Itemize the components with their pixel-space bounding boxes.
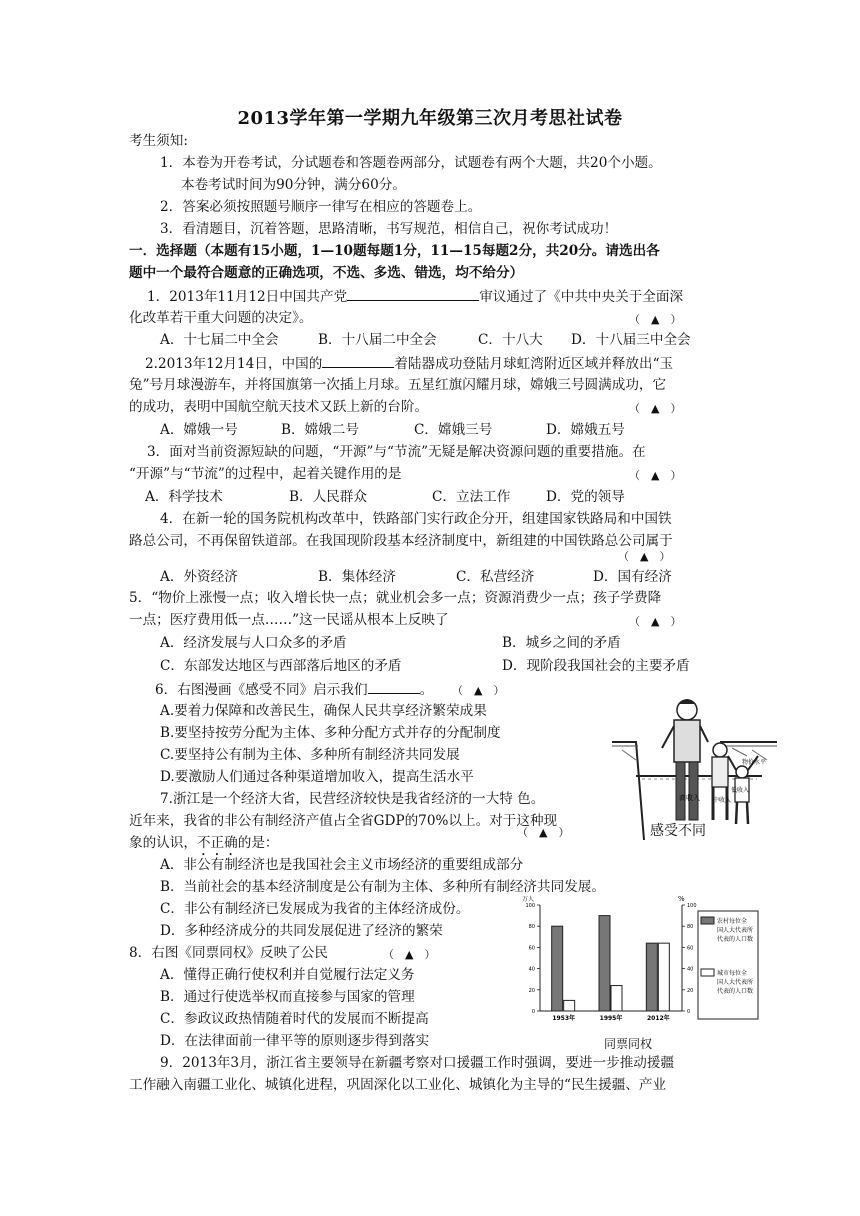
q6-stem-b: 。 (419, 682, 434, 698)
q1-stem-line1 (147, 286, 683, 307)
chart-y-tick-label-right: 40 (687, 966, 694, 973)
q7-answer-mark: （ ▲ ） (517, 826, 570, 839)
chart-y-tick-label: 60 (528, 945, 535, 952)
q2-stem-line2: 兔”号月球漫游车，并将国旗第一次插上月球。五星红旗闪耀月球，嫦娥三号圆满成功，它 (129, 377, 667, 393)
chart-bar (599, 916, 610, 1011)
chart-right-unit: % (678, 895, 685, 903)
cartoon-figure (612, 690, 777, 840)
q3-option-c: C．立法工作 (432, 489, 511, 505)
chart-y-tick-label: 20 (528, 987, 535, 994)
q3-stem-line1: 3．面对当前资源短缺的问题，“开源”与“节流”无疑是解决资源问题的重要措施。在 (147, 444, 646, 460)
chart-legend (698, 911, 758, 1019)
chart-y-tick-label-right: 60 (687, 945, 694, 952)
cartoon-label-mid: 中收入 (713, 797, 732, 804)
chart-x-tick-label: 2012年 (646, 1015, 670, 1022)
section-heading-line1: 一．选择题（本题有15小题，1—10题每题1分，11—15每题2分，共20分。请选出各 (129, 243, 660, 259)
q8-option-a: A．懂得正确行使权利并自觉履行法定义务 (160, 967, 415, 983)
chart-legend-swatch (701, 917, 714, 924)
chart-x-tick-label: 1995年 (599, 1015, 623, 1022)
q3-option-b: B．人民群众 (289, 489, 367, 505)
cartoon-label-water: 物价水平 (742, 759, 767, 766)
notice-item-1: 1．本卷为开卷考试，分试题卷和答题卷两部分，试题卷有两个大题，共20个小题。 (160, 155, 662, 171)
q8-option-c: C．参政议政热情随着时代的发展而不断提高 (160, 1011, 429, 1027)
q4-answer-mark: （ ▲ ） (618, 550, 671, 563)
chart-bar (611, 986, 622, 1011)
chart-legend-label: 城市每位全 (717, 970, 748, 977)
chart-bar (646, 943, 657, 1011)
q2-stem-line3: 的成功，表明中国航空航天技术又跃上新的台阶。 (129, 399, 429, 415)
q4-option-d: D．国有经济 (593, 569, 672, 585)
chart-plot-area (525, 903, 696, 1022)
chart-y-tick-label: 100 (525, 903, 535, 909)
q6-answer-mark: （ ▲ ） (452, 684, 505, 697)
q3-option-d: D．党的领导 (546, 489, 625, 505)
q7-stem-line1: 7.浙江是一个经济大省，民营经济较快是我省经济的一大特 色。 (160, 791, 545, 807)
q6-stem-line1 (155, 679, 433, 700)
q6-option-b: B.要坚持按劳分配为主体、多种分配方式并存的分配制度 (160, 725, 501, 741)
q7-option-c: C．非公有制经济已发展成为我省的主体经济成份。 (160, 901, 470, 917)
q2-blank (322, 353, 394, 368)
chart-left-unit: 万人 (522, 896, 535, 903)
q6-option-d: D.要激励人们通过各种渠道增加收入，提高生活水平 (160, 769, 474, 785)
q1-stem-a: 1．2013年11月12日中国共产党 (147, 289, 348, 305)
q6-option-a: A.要着力保障和改善民生，确保人民共享经济繁荣成果 (160, 703, 487, 719)
q4-stem-line2: 路总公司，不再保留铁道部。在我国现阶段基本经济制度中，新组建的中国铁路总公司属于 (129, 533, 673, 549)
q3-option-a: A．科学技术 (145, 489, 223, 505)
chart-y-tick-label-right: 20 (687, 987, 694, 994)
chart-y-tick-label-right: 100 (687, 903, 697, 909)
chart-legend-label: 农村每位全 (717, 918, 748, 925)
chart-legend-label: 国人大代表所 (717, 979, 754, 986)
q7-stem-c: 的是： (237, 835, 279, 851)
q8-option-d: D．在法律面前一律平等的原则逐步得到落实 (160, 1033, 430, 1049)
chart-legend-label: 代表的人口数 (717, 988, 754, 995)
chart-y-tick-label: 40 (528, 966, 535, 973)
q1-answer-mark: （ ▲ ） (629, 313, 682, 326)
q5-stem-line2: 一点；医疗费用低一点……”这一民谣从根本上反映了 (129, 612, 449, 628)
q7-stem-line2: 近年来，我省的非公有制经济产值占全省GDP的70%以上。对于这种现 (129, 813, 558, 829)
q1-option-c: C．十八大 (478, 332, 543, 348)
q7-option-a: A．非公有制经济也是我国社会主义市场经济的重要组成部分 (160, 857, 524, 873)
chart-bar (552, 926, 563, 1011)
q2-stem-b: 着陆器成功登陆月球虹湾附近区域并释放出“玉 (394, 356, 674, 372)
notice-item-2: 2．答案必须按照题号顺序一律写在相应的答题卷上。 (160, 199, 482, 215)
q1-option-b: B．十八届二中全会 (318, 332, 437, 348)
q7-option-b: B．当前社会的基本经济制度是公有制为主体、多种所有制经济共同发展。 (160, 879, 605, 895)
q5-answer-mark: （ ▲ ） (629, 615, 682, 628)
notice-heading: 考生须知: (129, 133, 188, 149)
q8-answer-mark: （ ▲ ） (383, 948, 436, 961)
q5-option-c: C．东部发达地区与西部落后地区的矛盾 (160, 658, 402, 674)
q5-option-d: D．现阶段我国社会的主要矛盾 (502, 658, 690, 674)
q8-option-b: B．通过行使选举权而直接参与国家的管理 (160, 989, 415, 1005)
bar-chart (520, 893, 760, 1033)
q2-stem-a: 2.2013年12月14日，中国的 (145, 356, 323, 372)
chart-y-tick-label-right: 0 (687, 1009, 691, 1015)
q7-option-d: D．多种经济成分的共同发展促进了经济的繁荣 (160, 923, 443, 939)
notice-item-1-cont: 本卷考试时间为90分钟，满分60分。 (181, 177, 406, 193)
q3-answer-mark: （ ▲ ） (629, 469, 682, 482)
q4-option-b: B．集体经济 (318, 569, 396, 585)
q4-option-c: C．私营经济 (456, 569, 535, 585)
chart-y-tick-label-right: 80 (687, 924, 694, 931)
q2-answer-mark: （ ▲ ） (629, 402, 682, 415)
chart-legend-swatch (701, 969, 714, 976)
q1-blank (347, 286, 479, 301)
q2-stem-line1 (145, 353, 673, 374)
q7-stem-a: 象的认识， (129, 835, 197, 851)
q3-stem-line2: “开源”与“节流”的过程中，起着关键作用的是 (129, 466, 402, 482)
q5-stem-line1: 5．“物价上涨慢一点；收入增长快一点；就业机会多一点；资源消费少一点；孩子学费降 (129, 590, 662, 606)
q2-option-b: B．嫦娥二号 (281, 422, 359, 438)
q1-option-a: A．十七届二中全会 (160, 332, 279, 348)
q6-blank (368, 679, 420, 694)
q4-stem-line1: 4．在新一轮的国务院机构改革中，铁路部门实行政企分开，组建国家铁路局和中国铁 (160, 511, 672, 527)
exam-title: 2013学年第一学期九年级第三次月考思社试卷 (237, 108, 623, 129)
q9-stem-line2: 工作融入南疆工业化、城镇化进程，巩固深化以工业化、城镇化为主导的“民生援疆、产业 (129, 1077, 667, 1093)
q2-option-c: C．嫦娥三号 (414, 422, 493, 438)
chart-bar (658, 943, 669, 1011)
q4-option-a: A．外资经济 (160, 569, 238, 585)
chart-x-tick-label: 1953年 (552, 1015, 576, 1022)
chart-legend-label: 国人大代表所 (717, 927, 754, 934)
cartoon-label-low: 低收入 (731, 787, 750, 794)
q5-option-b: B．城乡之间的矛盾 (502, 635, 621, 651)
section-heading-line2: 题中一个最符合题意的正确选项，不选、多选、错选，均不给分） (129, 265, 524, 281)
q5-option-a: A．经济发展与人口众多的矛盾 (160, 635, 347, 651)
chart-title: 同票同权 (604, 1037, 653, 1051)
q1-stem-b: 审议通过了《中共中央关于全面深 (479, 289, 684, 305)
q1-option-d: D．十八届三中全会 (571, 332, 691, 348)
chart-legend-label: 代表的人口数 (717, 936, 754, 943)
q9-stem-line1: 9．2013年3月，浙江省主要领导在新疆考察对口援疆工作时强调，要进一步推动援疆 (160, 1055, 675, 1071)
cartoon-caption: 感受不同 (650, 823, 706, 839)
chart-y-tick-label: 0 (531, 1009, 535, 1015)
notice-item-3: 3．看清题目，沉着答题，思路清晰，书写规范，相信自己，祝你考试成功！ (160, 221, 618, 237)
q6-stem-a: 6．右图漫画《感受不同》启示我们 (155, 682, 368, 698)
q2-option-d: D．嫦娥五号 (546, 422, 625, 438)
q1-stem-line2: 化改革若干重大问题的决定》。 (129, 310, 313, 326)
cartoon-label-high: 高收入 (679, 794, 700, 802)
chart-y-tick-label: 80 (528, 924, 535, 931)
q8-stem-line1: 8．右图《同票同权》反映了公民 (129, 945, 328, 961)
q2-option-a: A．嫦娥一号 (160, 422, 238, 438)
q7-emphasis: 不正确 (196, 835, 238, 851)
q6-option-c: C.要坚持公有制为主体、多种所有制经济共同发展 (160, 747, 460, 763)
chart-bar (564, 1000, 575, 1011)
